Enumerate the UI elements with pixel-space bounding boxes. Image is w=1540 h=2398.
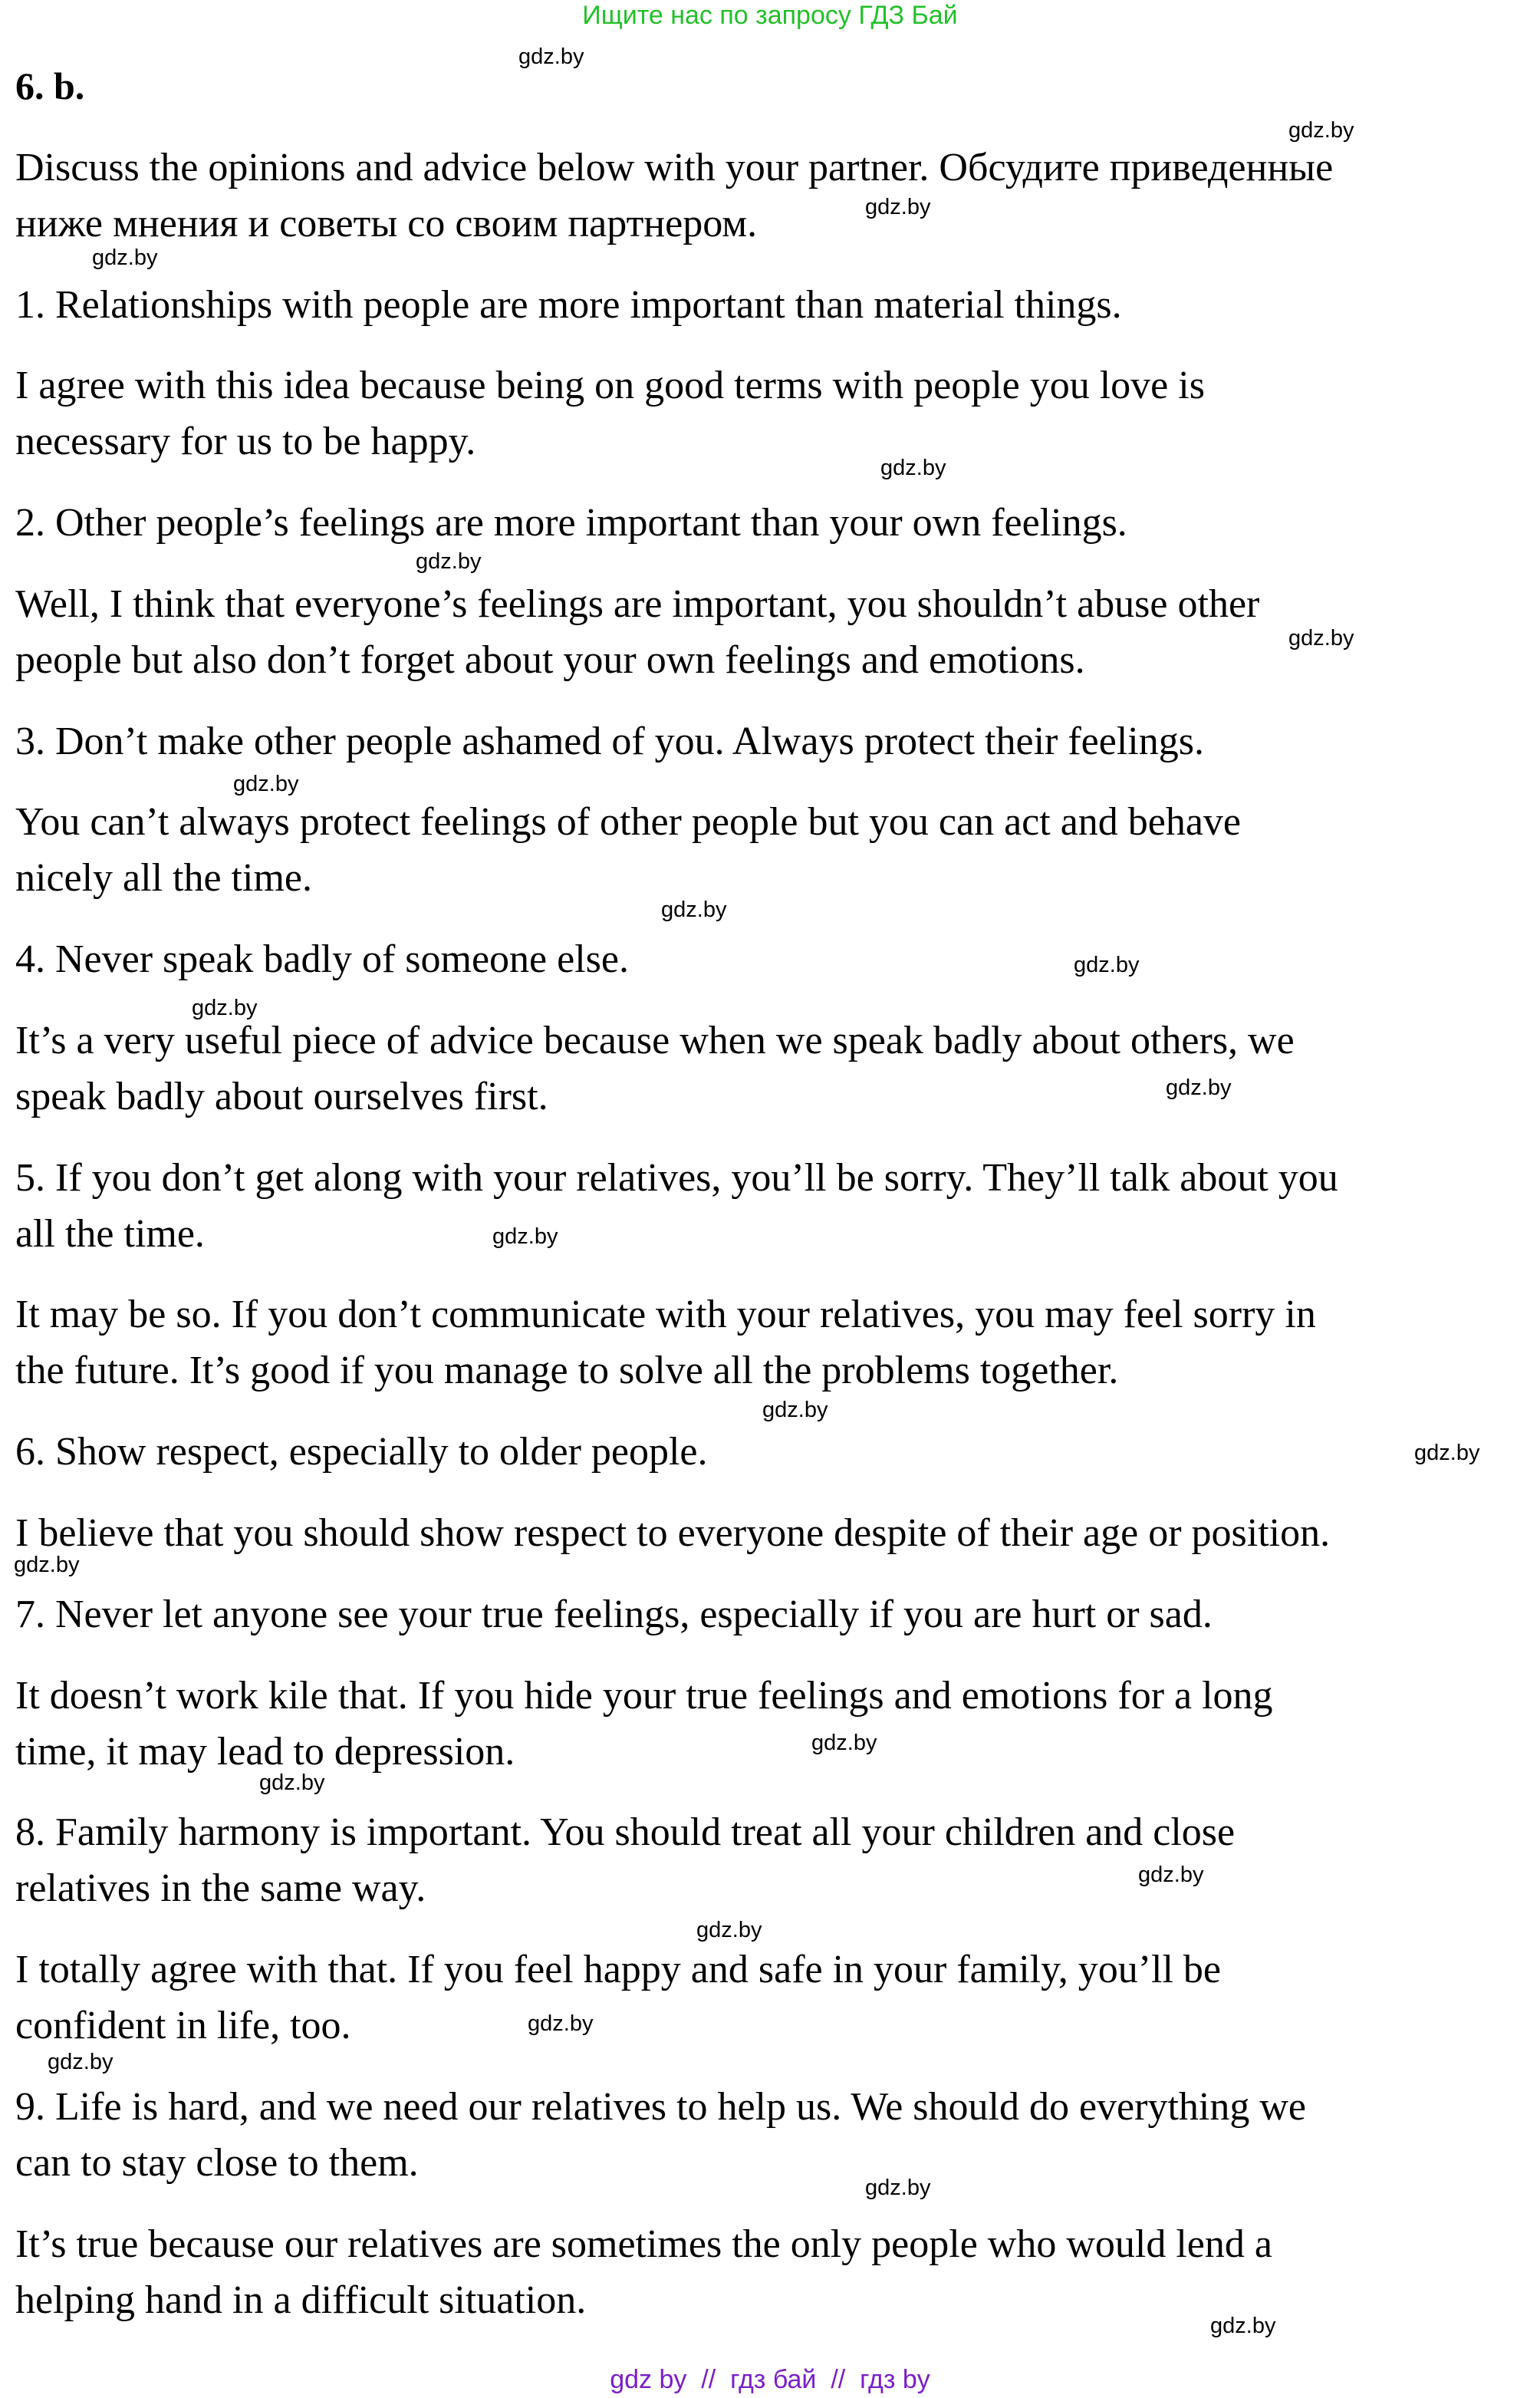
answer-6-line-1: I believe that you should show respect to everyone despite of their age or position. [15,1511,1331,1555]
statement-3: 3. Don’t make other people ashamed of you. Always protect their feelings. [15,720,1204,763]
answer-8-line-2: confident in life, too. [15,2004,351,2047]
watermark: gdz.by [14,1553,80,1577]
watermark: gdz.by [1414,1441,1480,1465]
watermark: gdz.by [865,2176,931,2200]
top-banner: Ищите нас по запросу ГДЗ Бай [582,1,958,30]
statement-8-line-2: relatives in the same way. [15,1866,426,1910]
statement-2: 2. Other people’s feelings are more important than your own feelings. [15,501,1127,545]
answer-7-line-2: time, it may lead to depression. [15,1730,515,1774]
watermark: gdz.by [259,1771,325,1795]
watermark: gdz.by [92,245,158,270]
watermark: gdz.by [880,456,946,480]
answer-4-line-2: speak badly about ourselves first. [15,1075,548,1118]
statement-4: 4. Never speak badly of someone else. [15,937,629,981]
watermark: gdz.by [1210,2314,1276,2338]
answer-5-line-2: the future. It’s good if you manage to solve all the problems together. [15,1349,1119,1392]
watermark: gdz.by [48,2050,114,2074]
statement-6: 6. Show respect, especially to older people. [15,1430,708,1474]
statement-9-line-1: 9. Life is hard, and we need our relatives to help us. We should do everything we [15,2085,1306,2129]
statement-9-line-2: can to stay close to them. [15,2141,419,2185]
watermark: gdz.by [192,996,258,1020]
instruction-line-1: Discuss the opinions and advice below with your partner. Обсудите приведенные [15,146,1334,189]
statement-5-line-1: 5. If you don’t get along with your relatives, you’ll be sorry. They’ll talk about you [15,1156,1338,1200]
answer-2-line-2: people but also don’t forget about your own feelings and emotions. [15,638,1085,682]
statement-5-line-2: all the time. [15,1212,205,1256]
watermark: gdz.by [233,772,299,796]
statement-7: 7. Never let anyone see your true feelings, especially if you are hurt or sad. [15,1593,1213,1636]
answer-5-line-1: It may be so. If you don’t communicate with your relatives, you may feel sorry in [15,1293,1316,1336]
watermark: gdz.by [865,195,931,219]
watermark: gdz.by [696,1918,762,1942]
watermark: gdz.by [1288,626,1354,651]
instruction-line-2: ниже мнения и советы со своим партнером. [15,202,758,245]
answer-8-line-1: I totally agree with that. If you feel happy and safe in your family, you’ll be [15,1948,1222,1991]
watermark: gdz.by [1288,118,1354,143]
watermark: gdz.by [1166,1075,1232,1100]
watermark: gdz.by [492,1224,558,1249]
answer-9-line-2: helping hand in a difficult situation. [15,2278,587,2322]
answer-9-line-1: It’s true because our relatives are sometimes the only people who would lend a [15,2222,1272,2266]
answer-3-line-1: You can’t always protect feelings of other people but you can act and behave [15,800,1242,844]
watermark: gdz.by [518,44,584,69]
watermark: gdz.by [528,2011,594,2036]
statement-8-line-1: 8. Family harmony is important. You should treat all your children and close [15,1810,1236,1854]
watermark: gdz.by [416,549,482,574]
statement-1: 1. Relationships with people are more important than material things. [15,283,1122,327]
watermark: gdz.by [1074,953,1140,977]
exercise-heading: 6. b. [15,64,85,107]
answer-1-line-2: necessary for us to be happy. [15,420,476,463]
answer-7-line-1: It doesn’t work kile that. If you hide your true feelings and emotions for a long [15,1674,1273,1718]
footer-links: gdz by // гдз бай // гдз by [610,2365,930,2394]
answer-2-line-1: Well, I think that everyone’s feelings are important, you shouldn’t abuse other [15,582,1260,626]
watermark: gdz.by [811,1731,877,1755]
watermark: gdz.by [661,898,727,922]
watermark: gdz.by [1138,1863,1204,1887]
answer-1-line-1: I agree with this idea because being on good terms with people you love is [15,364,1205,407]
answer-4-line-1: It’s a very useful piece of advice because when we speak badly about others, we [15,1019,1295,1062]
answer-3-line-2: nicely all the time. [15,856,312,900]
watermark: gdz.by [762,1398,828,1422]
